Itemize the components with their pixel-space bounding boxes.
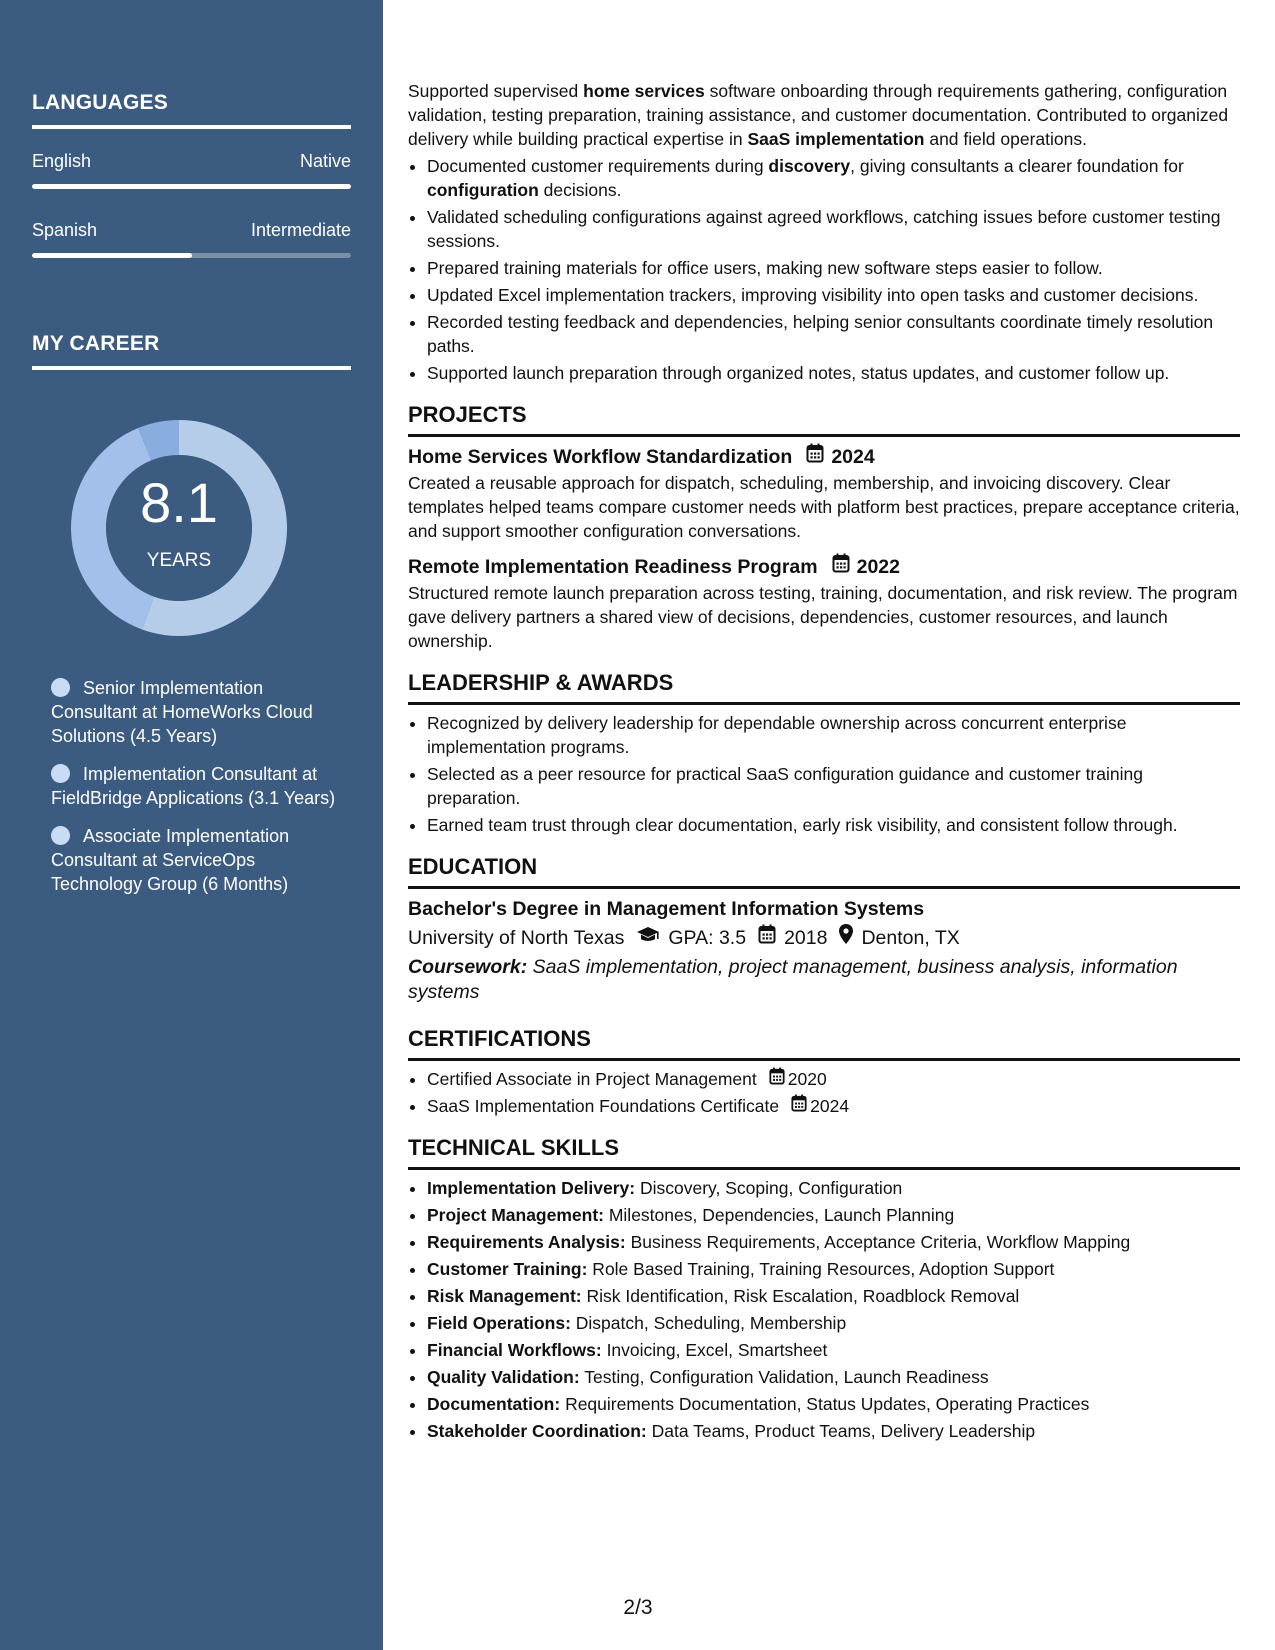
career-legend-item (51, 676, 341, 748)
experience-bullet: • Prepared training materials for office users, making new software steps easier to follow. (427, 256, 1240, 280)
experience-bullet (427, 154, 1240, 202)
skill-item (427, 1311, 1240, 1335)
skill-item (427, 1365, 1240, 1389)
graduation-cap-icon (636, 923, 660, 953)
language-level: Native (299, 151, 351, 171)
education-meta (408, 923, 1240, 953)
certification-item (427, 1067, 1240, 1091)
career-donut-chart (66, 415, 292, 641)
calendar-icon (791, 1094, 807, 1118)
skill-item (427, 1392, 1240, 1416)
skill-value: Data Teams, Product Teams, Delivery Leadership (646, 1421, 1036, 1441)
career-legend-item (51, 824, 341, 896)
skill-label: Quality Validation: (427, 1367, 580, 1387)
bullet-emphasis: configuration (427, 180, 539, 200)
leadership-item: • Earned team trust through clear documentation, early risk visibility, and consistent follow through. (427, 813, 1240, 837)
project-title: Home Services Workflow Standardization (408, 446, 793, 468)
certification-item (427, 1094, 1240, 1118)
education-heading: EDUCATION (408, 853, 1240, 889)
projects-heading: PROJECTS (408, 401, 1240, 437)
education-year: 2018 (784, 927, 828, 949)
skill-value: Milestones, Dependencies, Launch Planning (603, 1205, 955, 1225)
skill-value: Risk Identification, Risk Escalation, Roadblock Removal (581, 1286, 1020, 1306)
skill-label: Field Operations: (427, 1313, 571, 1333)
page-number: 2/3 (623, 1596, 653, 1619)
skill-value: Invoicing, Excel, Smartsheet (601, 1340, 828, 1360)
summary-text: Supported supervised (408, 81, 584, 101)
experience-bullet: • Recorded testing feedback and dependencies, helping senior consultants coordinate timely resolution paths. (427, 310, 1240, 358)
experience-bullet: • Updated Excel implementation trackers, improving visibility into open tasks and customer decisions. (427, 283, 1240, 307)
skill-item (427, 1284, 1240, 1308)
career-legend-item (51, 762, 341, 810)
language-row-spanish (32, 220, 351, 241)
coursework-text: SaaS implementation, project management, business analysis, information systems (408, 956, 1178, 1003)
education-gpa: GPA: 3.5 (668, 927, 747, 949)
skill-label: Project Management: (427, 1205, 604, 1225)
summary-emphasis: SaaS implementation (747, 129, 925, 149)
language-bar-english (32, 184, 351, 189)
skill-label: Stakeholder Coordination: (427, 1421, 647, 1441)
language-bar-spanish (32, 253, 351, 258)
skill-value: Testing, Configuration Validation, Launch Readiness (579, 1367, 989, 1387)
skills-list (408, 1176, 1240, 1443)
skill-value: Requirements Documentation, Status Updates, Operating Practices (560, 1394, 1090, 1414)
certification-year: 2024 (810, 1096, 850, 1116)
skill-label: Financial Workflows: (427, 1340, 602, 1360)
career-heading: MY CAREER (32, 332, 160, 355)
experience-bullet: • Validated scheduling configurations against agreed workflows, catching issues before customer testing sessions. (427, 205, 1240, 253)
project-description: Structured remote launch preparation across testing, training, documentation, and risk review. The program gave delivery partners a shared view of decisions, dependencies, customer resources, and launch ownership. (408, 583, 1238, 651)
sidebar (0, 0, 383, 1650)
language-bar-fill (32, 253, 192, 258)
skill-label: Implementation Delivery: (427, 1178, 636, 1198)
project-year: 2024 (831, 446, 875, 468)
main-content (408, 79, 1240, 1446)
skill-value: Discovery, Scoping, Configuration (635, 1178, 903, 1198)
language-bar-fill (32, 184, 351, 189)
calendar-icon (832, 553, 850, 581)
career-legend-text: Senior Implementation Consultant at HomeWorks Cloud Solutions (4.5 Years) (51, 678, 313, 746)
bullet-text: Documented customer requirements during (427, 156, 769, 176)
education-coursework (408, 955, 1240, 1005)
leadership-item: • Recognized by delivery leadership for dependable ownership across concurrent enterprise implementation programs. (427, 711, 1240, 759)
project-title: Remote Implementation Readiness Program (408, 556, 818, 578)
education-school: University of North Texas (408, 927, 625, 949)
coursework-label: Coursework: (408, 956, 528, 978)
experience-bullets (408, 154, 1240, 385)
leadership-list (408, 711, 1240, 837)
project-description: Created a reusable approach for dispatch, scheduling, membership, and invoicing discovery. Clear templates helped teams compare customer needs with platform best practices, prepare acceptance criteria, and support smoother configuration conversations. (408, 473, 1240, 541)
summary-text: software onboarding through requirements gathering, configuration validation, testing preparation, training assistance, and customer documentation. Contributed to organized delivery while building practical expertise in (408, 81, 1229, 149)
legend-dot (51, 764, 70, 783)
languages-rule (32, 125, 351, 129)
skill-value: Business Requirements, Acceptance Criteria, Workflow Mapping (625, 1232, 1131, 1252)
certification-name: • Certified Associate in Project Management (427, 1069, 757, 1089)
certification-name: • SaaS Implementation Foundations Certificate (427, 1096, 780, 1116)
language-name: Spanish (32, 220, 98, 240)
project-title-row (408, 443, 1240, 471)
experience-summary (408, 79, 1240, 151)
skill-value: Dispatch, Scheduling, Membership (570, 1313, 847, 1333)
leadership-heading: LEADERSHIP & AWARDS (408, 669, 1240, 705)
career-legend (51, 676, 341, 910)
certifications-list (408, 1067, 1240, 1118)
summary-text: and field operations. (924, 129, 1087, 149)
education-degree: Bachelor's Degree in Management Information Systems (408, 898, 925, 920)
project-year: 2022 (856, 556, 900, 578)
skill-item (427, 1419, 1240, 1443)
bullet-text: , giving consultants a clearer foundation for (850, 156, 1184, 176)
legend-dot (51, 678, 70, 697)
project-title-row (408, 553, 1240, 581)
skill-item (427, 1203, 1240, 1227)
career-legend-text: Associate Implementation Consultant at ServiceOps Technology Group (6 Months) (51, 826, 290, 894)
certification-year: 2020 (787, 1069, 827, 1089)
skill-item (427, 1257, 1240, 1281)
skill-item (427, 1338, 1240, 1362)
legend-dot (51, 826, 70, 845)
leadership-item: • Selected as a peer resource for practical SaaS configuration guidance and customer training preparation. (427, 762, 1240, 810)
career-legend-text: Implementation Consultant at FieldBridge Applications (3.1 Years) (51, 764, 336, 808)
bullet-text: decisions. (538, 180, 622, 200)
career-total-unit: YEARS (146, 550, 212, 571)
skill-label: Documentation: (427, 1394, 561, 1414)
calendar-icon (769, 1067, 785, 1091)
languages-heading: LANGUAGES (32, 91, 168, 114)
certifications-heading: CERTIFICATIONS (408, 1025, 1240, 1061)
skill-value: Role Based Training, Training Resources, Adoption Support (587, 1259, 1055, 1279)
skills-heading: TECHNICAL SKILLS (408, 1134, 1240, 1170)
summary-emphasis: home services (583, 81, 705, 101)
skill-item (427, 1230, 1240, 1254)
language-name: English (32, 151, 92, 171)
language-level: Intermediate (250, 220, 351, 240)
skill-label: Requirements Analysis: (427, 1232, 626, 1252)
calendar-icon (758, 923, 776, 953)
map-pin-icon (839, 923, 853, 953)
skill-item (427, 1176, 1240, 1200)
skill-label: Risk Management: (427, 1286, 582, 1306)
bullet-emphasis: discovery (768, 156, 851, 176)
language-row-english (32, 151, 351, 172)
calendar-icon (806, 443, 824, 471)
career-rule (32, 366, 351, 370)
education-location: Denton, TX (861, 927, 960, 949)
career-total-value: 8.1 (140, 471, 218, 534)
experience-bullet: • Supported launch preparation through organized notes, status updates, and customer follow up. (427, 361, 1240, 385)
skill-label: Customer Training: (427, 1259, 588, 1279)
